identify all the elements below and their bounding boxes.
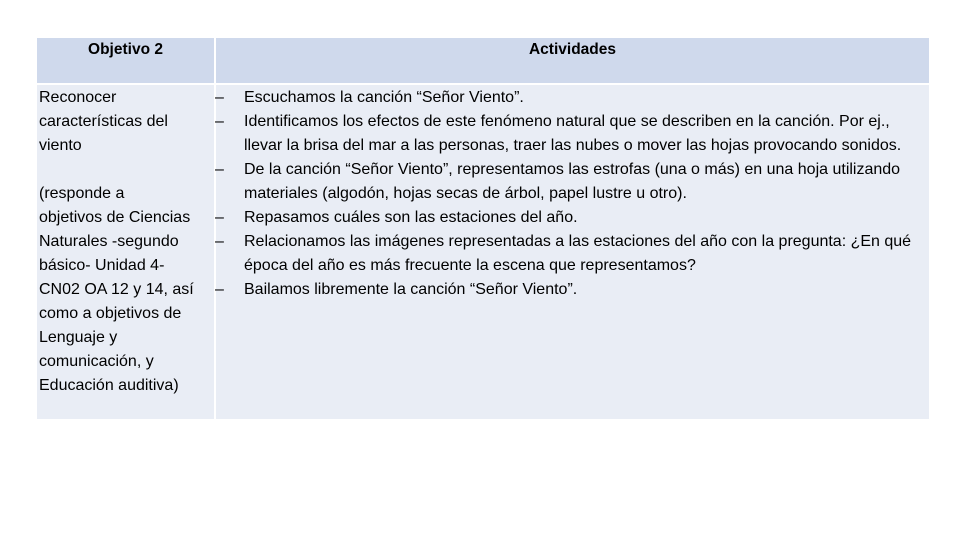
objective-note-line: Naturales -segundo bbox=[39, 233, 179, 250]
header-objective: Objetivo 2 bbox=[37, 38, 214, 83]
bullet-dash: – bbox=[215, 209, 224, 226]
objective-note-line: CN02 OA 12 y 14, así bbox=[39, 281, 194, 298]
objective-note-line: comunicación, y bbox=[39, 353, 154, 370]
activity-text: Bailamos libremente la canción “Señor Viento”. bbox=[244, 281, 578, 298]
activity-text: De la canción “Señor Viento”, representamos las estrofas (una o más) en una hoja utilizando materiales (algodón, hojas secas de árbol, papel lustre u otro). bbox=[244, 161, 901, 202]
objective-note-line: como a objetivos de bbox=[39, 305, 182, 322]
activity-text: Relacionamos las imágenes representadas a las estaciones del año con la pregunta: ¿En qué época del año es más frecuente la escena que representamos? bbox=[244, 233, 912, 274]
activity-item bbox=[213, 278, 927, 302]
objective-note-line: Educación auditiva) bbox=[39, 377, 179, 394]
bullet-dash: – bbox=[215, 233, 224, 250]
objective-note-line: (responde a bbox=[39, 185, 125, 202]
objective-text bbox=[39, 86, 214, 398]
header-activities: Actividades bbox=[216, 38, 929, 83]
bullet-dash: – bbox=[215, 89, 224, 106]
activity-item bbox=[213, 110, 927, 158]
objective-line: Reconocer bbox=[39, 89, 117, 106]
objective-note-line: objetivos de Ciencias bbox=[39, 209, 191, 226]
activity-text: Escuchamos la canción “Señor Viento”. bbox=[244, 89, 524, 106]
bullet-dash: – bbox=[215, 113, 224, 130]
activity-text: Repasamos cuáles son las estaciones del año. bbox=[244, 209, 578, 226]
bullet-dash: – bbox=[215, 161, 224, 178]
activity-text: Identificamos los efectos de este fenómeno natural que se describen en la canción. Por ej., llevar la brisa del mar a las personas, traer las nubes o mover las hojas provocando sonidos. bbox=[244, 113, 902, 154]
row-divider bbox=[37, 83, 929, 85]
objectives-table bbox=[37, 38, 929, 419]
objective-note-line: Lenguaje y bbox=[39, 329, 118, 346]
activity-item bbox=[213, 230, 927, 278]
activity-item bbox=[213, 158, 927, 206]
activity-item bbox=[213, 206, 927, 230]
bullet-dash: – bbox=[215, 281, 224, 298]
objective-line: características del bbox=[39, 113, 168, 130]
activities-list bbox=[213, 86, 927, 302]
activity-item bbox=[213, 86, 927, 110]
objective-note-line: básico- Unidad 4- bbox=[39, 257, 165, 274]
objective-line: viento bbox=[39, 137, 82, 154]
